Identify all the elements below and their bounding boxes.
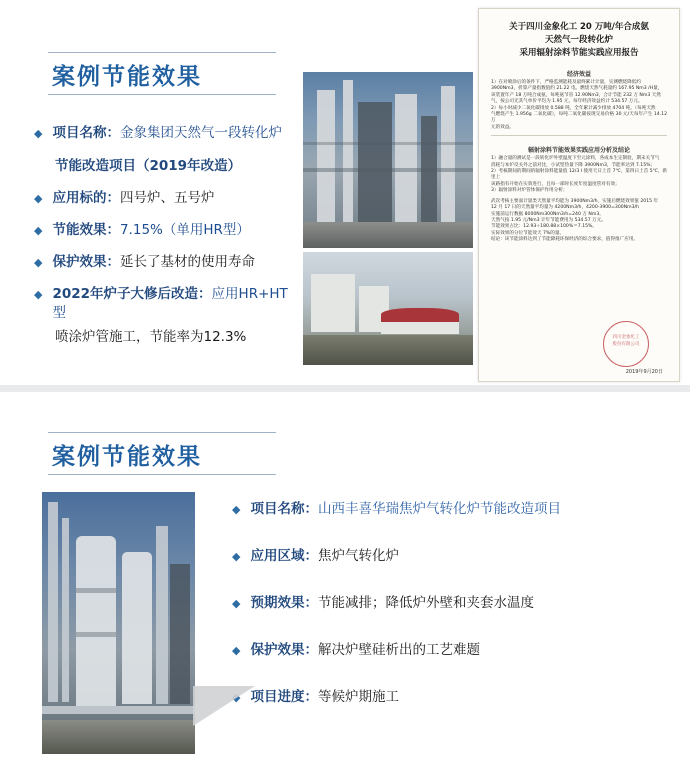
title-rule-top [48, 432, 276, 433]
diamond-bullet-icon: ◆ [34, 288, 43, 301]
document-divider [491, 135, 667, 136]
document-title: 关于四川金象化工 20 万吨/年合成氨 天然气一段转化炉 采用辐射涂料节能实践应用报告 [509, 22, 649, 58]
report-document-image [478, 8, 680, 382]
diamond-bullet-icon: ◆ [232, 597, 241, 610]
list-item [34, 124, 296, 143]
list-item-label: 应用区域： [250, 548, 318, 564]
company-seal-stamp: 四川金象化工 股份有限公司 [603, 321, 649, 367]
diamond-bullet-icon: ◆ [34, 224, 43, 237]
list-item [34, 189, 296, 208]
diamond-bullet-icon: ◆ [232, 644, 241, 657]
slide-2-title: 案例节能效果 [52, 444, 202, 470]
title-rule-bottom [48, 94, 276, 95]
plant-towers-photo [303, 72, 473, 248]
diamond-bullet-icon: ◆ [232, 550, 241, 563]
document-section-1-heading: 经济效益 [566, 71, 591, 78]
list-item-value: 解决炉壁硅析出的工艺难题 [317, 642, 480, 658]
slide-2-bullet-list [232, 500, 662, 720]
list-item-label: 应用标的： [52, 190, 120, 206]
list-item-text [52, 124, 282, 143]
list-item-text [250, 688, 399, 707]
title-rule-top [48, 52, 276, 53]
diamond-bullet-icon: ◆ [34, 127, 43, 140]
reformer-furnace-photo [42, 492, 195, 754]
title-rule-bottom [48, 474, 276, 475]
list-item-value: 7.15%（单用HR型） [119, 222, 250, 238]
diamond-bullet-icon: ◆ [232, 503, 241, 516]
list-item-text [52, 285, 296, 323]
list-item-text [250, 641, 480, 660]
list-item-label: 项目名称： [52, 125, 120, 141]
list-item-value: 山西丰喜华瑞焦炉气转化炉节能改造项目 [317, 501, 561, 517]
list-item-continuation: 喷涂炉管施工，节能率为12.3% [55, 329, 247, 345]
list-item-label: 2022年炉子大修后改造： [52, 286, 212, 302]
list-item-text [52, 189, 214, 208]
list-item-label: 预期效果： [250, 595, 318, 611]
list-item-text [52, 253, 255, 272]
list-item [34, 285, 296, 323]
list-item [232, 688, 662, 707]
document-section-1-body: 1）在对喷涂后的条件下，严格监测能耗及最终累计计量，实测燃烧降低约 3900Nm3，折算产量指数值约 21.22 电。燃烧天然气耗量约 167.95 Nm3 /H量， 该装置年产 18 万吨合成氨，每吨氨节省 12.90Nm3，合计节能 232 万 Nm3 天然 气，按公司无其气单价平均为 1.95 元，每年经济效益约计 534.57 万元。 2）每小时减少二氧化碳排放 0.588 吨，全年累计减少排放 4704 吨。（每吨天然 气燃烧产生 1.956g 二氧化碳），每吨二氧化碳按现交易价格 30 元/天每年产生 14.12 万 元的效益。 [491, 80, 667, 130]
photo-drop-shadow [193, 686, 255, 726]
document-section-2-body: 1）融合量的测试是一段转化炉外壁温度下至元涂料，各成本生定制验，期末关节气 消耗与本炉反关外之前对比，小试型热量下降 3900Nm3，节能率达到 7.15%； 2）考核期间的期间的辐射涂料能量值 12/3 I 使用天日上首 7℃，第四日上首 5℃，新里上 该路指有开始在实效进行，且每一部时长度年度温度管对有效； 3）辐射涂料对炉管体保护作用分析； 武次考核主要面计量类天然量平均能为 3900Nm3/h，实施后燃烧效果值 2015 年 12 月 17 日的天然量平均量为 4200Nm3/h，4200-3900=300Nm3/h 实施前运行数据 8000Nm300Nm3/h=240 万 Nm3。 天然气按 1.95 元/Nm3 计年节能费用为 534.57 万元。 节能效果占比：12.93÷180.88×100%＝7.15%。 实际效果的分位节能效天 7%的量。 结论：该节能涂料达到了节能降耗环保经济的综合要求，值得推广应用。 [491, 156, 667, 243]
list-item-value: 金象集团天然气一段转化炉 [119, 125, 282, 141]
plant-red-roof-photo [303, 252, 473, 365]
document-date: 2019年9月20日 [625, 369, 663, 375]
list-item-text [250, 594, 534, 613]
list-item-label: 节能效果： [52, 222, 120, 238]
list-item [232, 500, 662, 519]
slide-1-bullet-list [34, 124, 296, 348]
slide-1-title: 案例节能效果 [52, 64, 202, 90]
slide-1 [0, 0, 690, 385]
list-item [232, 641, 662, 660]
list-item-label: 项目名称： [250, 501, 318, 517]
list-item-value: 应用HR+HT型 [52, 286, 288, 321]
list-item-text [250, 500, 561, 519]
list-item [232, 594, 662, 613]
diamond-bullet-icon: ◆ [34, 192, 43, 205]
list-item-text [52, 221, 249, 240]
list-item-value: 延长了基材的使用寿命 [119, 254, 255, 270]
diamond-bullet-icon: ◆ [232, 691, 241, 704]
list-item-value: 等候炉期施工 [317, 689, 399, 705]
list-item-text [250, 547, 399, 566]
list-item-label: 项目进度： [250, 689, 318, 705]
list-item-value: 四号炉、五号炉 [119, 190, 215, 206]
list-item [34, 221, 296, 240]
list-item-continuation: 节能改造项目（2019年改造） [55, 158, 242, 174]
list-item-value: 焦炉气转化炉 [317, 548, 399, 564]
list-item [232, 547, 662, 566]
list-item-label: 保护效果： [250, 642, 318, 658]
diamond-bullet-icon: ◆ [34, 256, 43, 269]
document-section-2-heading: 辐射涂料节能效果实践应用分析及结论 [527, 147, 630, 155]
list-item-value: 节能减排；降低炉外壁和夹套水温度 [317, 595, 534, 611]
list-item [34, 253, 296, 272]
list-item-label: 保护效果： [52, 254, 120, 270]
